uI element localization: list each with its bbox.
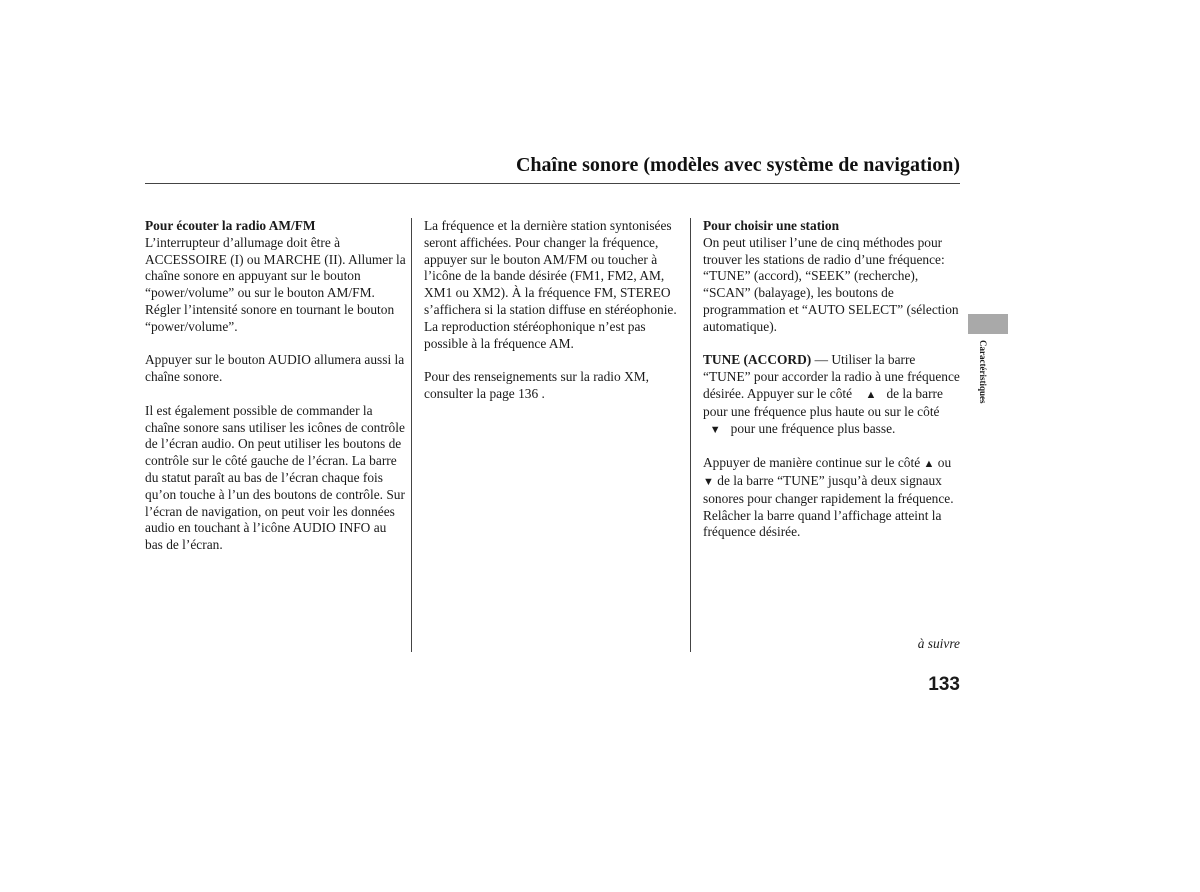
- continued-note: à suivre: [917, 636, 960, 651]
- section-label: Caractéristiques: [978, 340, 988, 404]
- section-heading-choose-station: Pour choisir une station: [703, 218, 840, 233]
- paragraph-tune: [703, 352, 965, 438]
- down-arrow-icon: ▼: [709, 423, 721, 436]
- up-arrow-icon: ▲: [923, 458, 935, 471]
- paragraph-continuous-press: [703, 455, 965, 541]
- choose-station-section: [703, 218, 965, 336]
- down-arrow-icon: ▼: [703, 475, 714, 488]
- section-tab-marker: [968, 314, 1008, 334]
- paragraph-xm-reference: Pour des renseignements sur la radio XM, consulter la page 136 .: [424, 369, 649, 401]
- paragraph-audio-button: Appuyer sur le bouton AUDIO allumera aussi la chaîne sonore.: [145, 352, 405, 385]
- column-middle: [424, 218, 686, 403]
- tune-text-3: pour une fréquence plus basse.: [730, 420, 896, 436]
- page-title: Chaîne sonore (modèles avec système de navigation): [515, 154, 960, 176]
- continuous-text-1: Appuyer de manière continue sur le côté: [703, 455, 921, 471]
- continuous-text-3: de la barre “TUNE” jusqu’à deux signaux sonores pour changer rapidement la fréquence. Relâcher la barre quand l’affichage atteint la fréquence désirée.: [703, 472, 954, 540]
- column-left: [145, 218, 407, 554]
- page-number: 133: [928, 674, 960, 695]
- up-arrow-icon: ▲: [865, 388, 877, 401]
- am-fm-section: [145, 218, 407, 336]
- title-rule: [145, 183, 960, 184]
- column-divider: [690, 218, 691, 652]
- column-divider: [411, 218, 412, 652]
- paragraph-ignition: L’interrupteur d’allumage doit être à ACCESSOIRE (I) ou MARCHE (II). Allumer la chaîne sonore en appuyant sur le bouton “power/volume” ou sur le bouton AM/FM. Régler l’intensité sonore en tournant le bouton “power/volume”.: [145, 234, 406, 334]
- paragraph-frequency-display: La fréquence et la dernière station syntonisées seront affichées. Pour changer la fréquence, appuyer sur le bouton AM/FM ou toucher à l’icône de la bande désirée (FM1, FM2, AM, XM1 ou XM2). À la fréquence FM, STEREO s’affichera si la station diffuse en stéréophonie. La reproduction stéréophonique n’est pas possible à la fréquence AM.: [424, 218, 677, 351]
- column-right: [703, 218, 965, 541]
- tune-label: TUNE (ACCORD): [703, 352, 812, 368]
- paragraph-control-buttons: Il est également possible de commander la chaîne sonore sans utiliser les icônes de contrôle de l’écran audio. On peut utiliser les boutons de contrôle sur le côté gauche de l’écran. La barre du statut paraît au bas de l’écran chaque fois qu’on touche à l’un des boutons de contrôle. Sur l’écran de navigation, on peut voir les données audio en touchant à l’icône AUDIO INFO au bas de l’écran.: [145, 402, 405, 553]
- tune-dash: —: [811, 352, 832, 368]
- tune-text-2: de la barre pour une fréquence plus haute ou sur le côté: [703, 385, 943, 419]
- section-heading-am-fm: Pour écouter la radio AM/FM: [145, 218, 316, 233]
- tune-text-1: Utiliser la barre “TUNE” pour accorder la radio à une fréquence désirée. Appuyer sur le côté: [703, 352, 960, 401]
- continuous-text-2: ou: [937, 455, 952, 471]
- paragraph-five-methods: On peut utiliser l’une de cinq méthodes pour trouver les stations de radio d’une fréquence: “TUNE” (accord), “SEEK” (recherche), “SCAN” (balayage), les boutons de programmation et “AUTO SELECT” (sélection automatique).: [703, 234, 959, 334]
